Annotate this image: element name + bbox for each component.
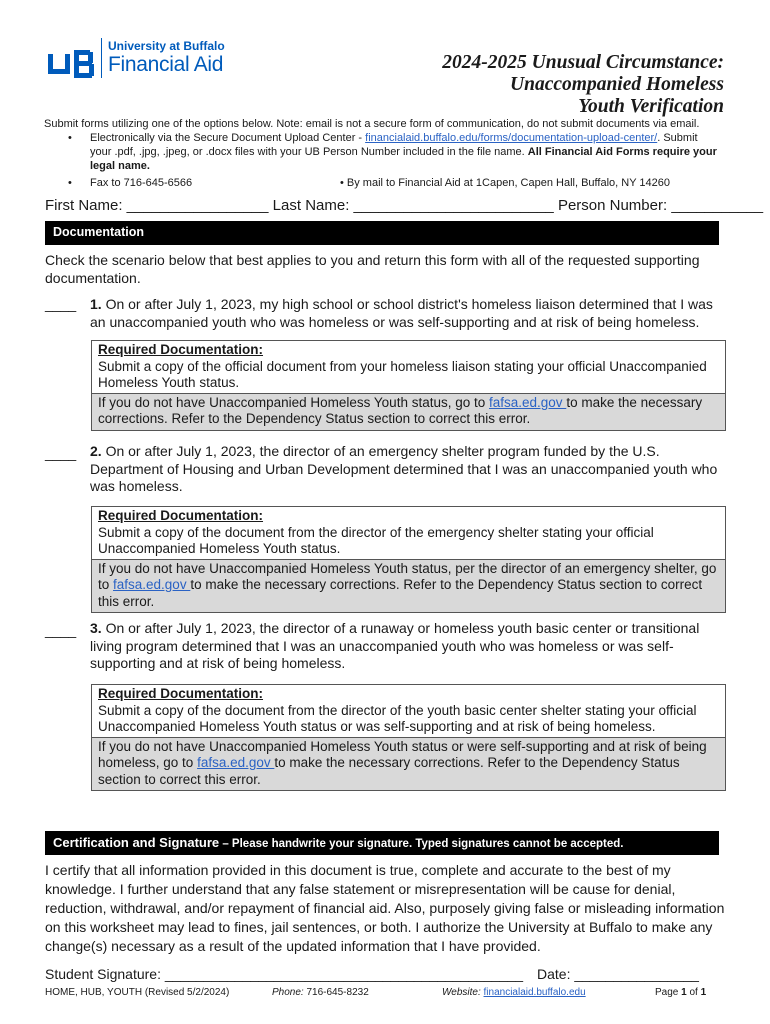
page-word: Page	[655, 987, 682, 998]
certification-text: I certify that all information provided in this document is true, complete and accurate to the best of my knowledge. I further understand that any false statement or misrepresentation will be cause for denial, reduction, withdrawal, and/or repayment of financial aid. Also, purposely giving false or misleading information on this worksheet may lead to fines, jail sentences, or both. I authorize the University at Buffalo to make any change(s) necessary as a result of the updated information that I have provided.	[45, 862, 725, 954]
scenario-3-text: On or after July 1, 2023, the director of a runaway or homeless youth basic center or transitional living program determined that I was an unaccompanied youth who was homeless or was self-supporting and at risk of being homeless.	[90, 620, 700, 671]
certification-subheading: – Please handwrite your signature. Typed signatures cannot be accepted.	[219, 838, 624, 850]
scenario-2	[90, 443, 720, 496]
scenario-3-requirements	[91, 684, 726, 791]
scenario-3-checkbox[interactable]: ____	[45, 622, 77, 638]
upload-center-link[interactable]: financialaid.buffalo.edu/forms/documentation-upload-center/	[365, 132, 658, 144]
intro-text: Submit forms utilizing one of the options below. Note: email is not a secure form of communication, do not submit documents via email.	[44, 118, 700, 130]
title-line-1: 2024-2025 Unusual Circumstance:	[442, 52, 724, 73]
scenario-3-req-text: Submit a copy of the document from the director of the youth basic center shelter stating your official Unaccompanied Homeless Youth status or was self-supporting and at risk of being homeless.	[98, 702, 697, 734]
scenario-1-text: On or after July 1, 2023, my high school or school district's homeless liaison determined that I was an unaccompanied youth who was homeless or was self-supporting and at risk of being homeless.	[90, 296, 713, 330]
upload-bullet-post: . Submit your .pdf, .jpg, .jpeg, or .docx files with your UB Person Number included in the file name.	[90, 132, 698, 158]
title-line-3: Youth Verification	[578, 96, 724, 117]
certification-header	[45, 831, 719, 855]
website-link[interactable]: financialaid.buffalo.edu	[483, 987, 586, 998]
scenario-1-note-post: to make the necessary corrections. Refer to the Dependency Status section to correct this error.	[98, 394, 703, 426]
scenario-2-requirements	[91, 506, 726, 613]
ub-logo-icon	[48, 50, 96, 78]
scenario-2-fafsa-link[interactable]: fafsa.ed.gov	[113, 577, 191, 592]
date-field[interactable]: Date: ________________	[537, 966, 699, 982]
fax-bullet: • Fax to 716-645-6566	[68, 177, 193, 189]
first-name-field[interactable]: First Name: _________________	[45, 197, 269, 214]
scenario-1-requirements	[91, 340, 726, 431]
scenario-2-note	[92, 560, 725, 613]
scenario-1-req-heading: Required Documentation:	[98, 342, 264, 357]
mail-text: • By mail to Financial Aid at 1Capen, Capen Hall, Buffalo, NY 14260	[340, 177, 670, 189]
logo	[48, 38, 248, 88]
scenario-1-req-text: Submit a copy of the official document from your homeless liaison stating your official Unaccompanied Homeless Youth status.	[98, 358, 707, 390]
certification-heading: Certification and Signature	[53, 835, 220, 850]
last-name-field[interactable]: Last Name: ________________________	[272, 197, 554, 214]
phone-label: Phone:	[272, 987, 304, 998]
documentation-header	[45, 221, 719, 245]
logo-divider	[101, 38, 102, 78]
scenario-3-req-heading: Required Documentation:	[98, 686, 264, 701]
page-title	[364, 52, 724, 118]
scenario-3-note-pre: If you do not have Unaccompanied Homeless Youth status or were self-supporting and at risk of being homeless, go to	[98, 738, 707, 770]
scenario-2-req-text: Submit a copy of the document from the director of the emergency shelter stating your official Unaccompanied Homeless Youth status.	[98, 524, 654, 556]
logo-department: Financial Aid	[108, 53, 224, 76]
scenario-1-note-pre: If you do not have Unaccompanied Homeless Youth status, go to	[98, 394, 489, 410]
scenario-2-note-post: to make the necessary corrections. Refer to the Dependency Status section to correct this error.	[98, 577, 703, 609]
fax-text: Fax to 716-645-6566	[90, 177, 193, 189]
scenario-1	[90, 296, 720, 331]
student-signature-field[interactable]: Student Signature: ______________________________________________	[45, 966, 524, 982]
scenario-3-number: 3.	[90, 620, 102, 636]
upload-bullet-text: Electronically via the Secure Document Upload Center -	[90, 132, 366, 144]
name-fields	[45, 197, 763, 214]
footer-website	[442, 987, 586, 998]
footer-phone	[272, 987, 369, 998]
upload-bullet: • Electronically via the Secure Document Upload Center - financialaid.buffalo.edu/forms/documentation-upload-center/. Submit your .pdf, .jpg, .jpeg, or .docx files with your UB Person Number included in the file name. All Financial Aid Forms require your legal name.	[68, 132, 717, 172]
scenario-2-checkbox[interactable]: ____	[45, 445, 77, 461]
page-number	[655, 987, 706, 998]
scenario-2-req-heading: Required Documentation:	[98, 508, 264, 523]
page-current: 1	[681, 987, 687, 998]
scenario-2-number: 2.	[90, 443, 102, 459]
documentation-instructions: Check the scenario below that best applies to you and return this form with all of the requested supporting documentation.	[45, 252, 700, 286]
form-id: HOME, HUB, YOUTH (Revised 5/2/2024)	[45, 987, 230, 998]
logo-university: University at Buffalo	[108, 39, 225, 53]
scenario-3	[90, 620, 720, 673]
person-number-field[interactable]: Person Number: ___________	[557, 197, 764, 214]
scenario-2-note-pre: If you do not have Unaccompanied Homeless Youth status, per the director of an emergency shelter, go to	[98, 560, 717, 592]
title-line-2: Unaccompanied Homeless	[510, 74, 724, 95]
scenario-1-checkbox[interactable]: ____	[45, 296, 77, 312]
page-of: of	[686, 987, 701, 998]
phone-number: 716-645-8232	[303, 987, 369, 998]
scenario-2-text: On or after July 1, 2023, the director of an emergency shelter program funded by the U.S. Department of Housing and Urban Development determined that I was an unaccompanied youth who was homeless.	[90, 443, 718, 494]
documentation-heading: Documentation	[53, 225, 144, 239]
scenario-3-fafsa-link[interactable]: fafsa.ed.gov	[197, 755, 275, 770]
website-label: Website:	[442, 987, 481, 998]
scenario-1-number: 1.	[90, 296, 102, 312]
scenario-1-fafsa-link[interactable]: fafsa.ed.gov	[489, 394, 567, 410]
scenario-3-note	[92, 738, 725, 791]
page-total: 1	[700, 987, 707, 998]
scenario-1-note	[92, 394, 725, 430]
legal-name-note: All Financial Aid Forms require your legal name.	[90, 146, 717, 172]
scenario-3-note-post: to make the necessary corrections. Refer to the Dependency Status section to correct this error.	[98, 755, 680, 787]
